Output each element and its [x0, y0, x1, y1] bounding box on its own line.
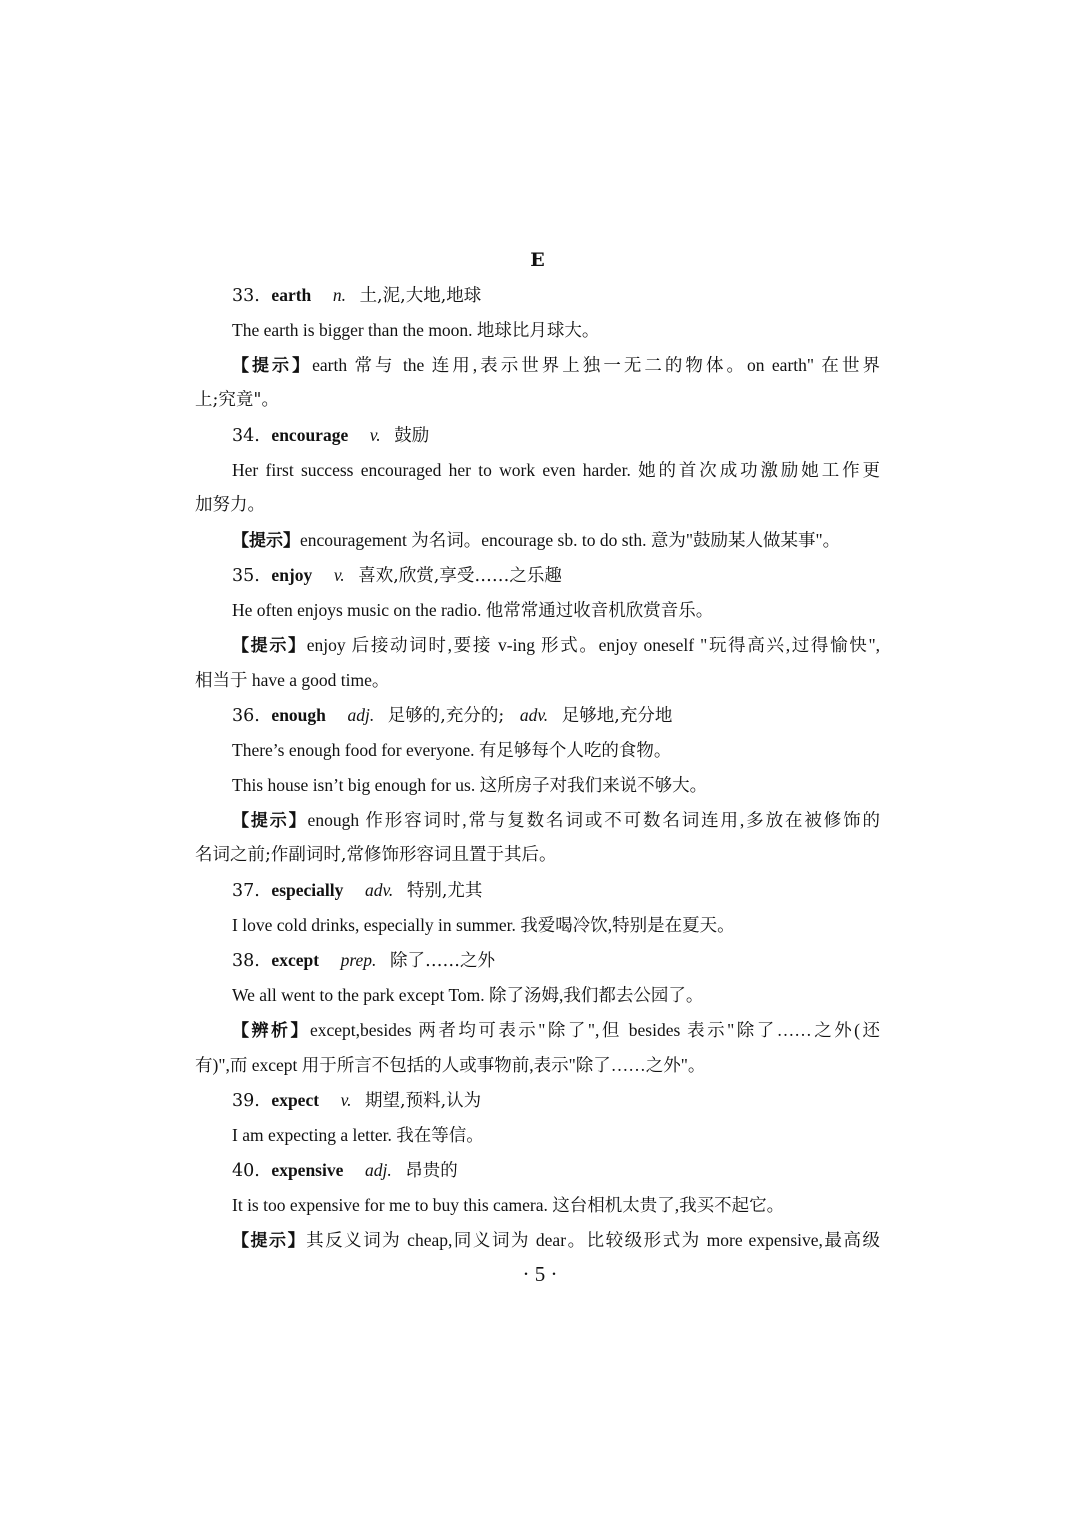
entry-meaning: 土,泥,大地,地球 — [359, 286, 482, 306]
entry-headword-line — [195, 1087, 880, 1122]
note-line — [195, 527, 880, 562]
entry-meaning-secondary: 足够地,充分地 — [561, 706, 673, 726]
note-text: enough 作形容词时,常与复数名词或不可数名词连用,多放在被修饰的 — [307, 810, 881, 830]
entry-number: 39. — [232, 1091, 260, 1111]
note-label: 【提示】 — [232, 636, 307, 656]
part-of-speech: adv. — [364, 880, 394, 900]
note-line — [195, 632, 880, 667]
note-line — [195, 807, 880, 842]
entry-meaning: 喜欢,欣赏,享受……之乐趣 — [358, 566, 562, 586]
entry-word: expect — [271, 1090, 320, 1110]
example-continuation: 加努力。 — [195, 495, 265, 515]
example-sentence: The earth is bigger than the moon. 地球比月球大。 — [232, 320, 600, 340]
entry-headword-line — [195, 422, 880, 457]
entry-headword-line — [195, 947, 880, 982]
part-of-speech-secondary: adv. — [519, 705, 549, 725]
entry-number: 37. — [232, 881, 260, 901]
note-label: 【提示】 — [232, 1231, 307, 1251]
entry-headword-line — [195, 702, 880, 737]
part-of-speech: prep. — [340, 950, 377, 970]
entry-headword-line — [195, 282, 880, 317]
example-sentence: There’s enough food for everyone. 有足够每个人吃的食物。 — [232, 740, 672, 760]
example-sentence: I love cold drinks, especially in summer. 我爱喝冷饮,特别是在夏天。 — [232, 915, 735, 935]
note-continuation: 有)",而 except 用于所言不包括的人或事物前,表示"除了……之外"。 — [195, 1055, 706, 1075]
section-heading: E — [530, 249, 545, 271]
part-of-speech: adj. — [347, 705, 375, 725]
note-text: encouragement 为名词。encourage sb. to do sth. 意为"鼓励某人做某事"。 — [300, 530, 841, 550]
entry-number: 36. — [232, 706, 260, 726]
part-of-speech: v. — [369, 425, 381, 445]
entry-number: 38. — [232, 951, 260, 971]
part-of-speech: adj. — [364, 1160, 392, 1180]
note-continuation: 名词之前;作副词时,常修饰形容词且置于其后。 — [195, 845, 557, 865]
example-sentence: I am expecting a letter. 我在等信。 — [232, 1125, 484, 1145]
entry-word: enough — [271, 705, 326, 725]
example-sentence: It is too expensive for me to buy this camera. 这台相机太贵了,我买不起它。 — [232, 1195, 785, 1215]
page-number: · 5 · — [522, 1262, 558, 1286]
note-label: 【提示】 — [232, 531, 300, 551]
entry-word: earth — [271, 285, 312, 305]
vocabulary-page — [195, 247, 880, 1262]
entry-meaning: 昂贵的 — [405, 1161, 458, 1181]
entry-headword-line — [195, 562, 880, 597]
entry-number: 40. — [232, 1161, 260, 1181]
example-sentence: He often enjoys music on the radio. 他常常通过收音机欣赏音乐。 — [232, 600, 714, 620]
note-label: 【提示】 — [232, 811, 308, 831]
entry-meaning: 除了……之外 — [390, 951, 496, 971]
entry-word: expensive — [271, 1160, 344, 1180]
entry-headword-line — [195, 1157, 880, 1192]
entry-meaning: 鼓励 — [394, 426, 430, 446]
example-sentence: Her first success encouraged her to work even harder. 她的首次成功激励她工作更 — [232, 460, 880, 480]
entry-number: 33. — [232, 286, 260, 306]
entry-word: especially — [271, 880, 344, 900]
part-of-speech: v. — [340, 1090, 352, 1110]
entry-word: except — [271, 950, 320, 970]
part-of-speech: n. — [332, 285, 346, 305]
entry-number: 34. — [232, 426, 260, 446]
example-sentence: This house isn’t big enough for us. 这所房子对我们来说不够大。 — [232, 775, 708, 795]
entry-number: 35. — [232, 566, 260, 586]
note-text: earth 常与 the 连用,表示世界上独一无二的物体。on earth" 在世界 — [312, 355, 880, 375]
entry-word: enjoy — [271, 565, 313, 585]
example-sentence: We all went to the park except Tom. 除了汤姆,我们都去公园了。 — [232, 985, 704, 1005]
part-of-speech: v. — [333, 565, 345, 585]
note-line — [195, 352, 880, 387]
entry-headword-line — [195, 877, 880, 912]
note-text: enjoy 后接动词时,要接 v-ing 形式。enjoy oneself "玩得高兴,过得愉快", — [306, 635, 880, 655]
note-label: 【提示】 — [232, 356, 313, 376]
note-line — [195, 1017, 880, 1052]
note-label: 【辨析】 — [232, 1021, 310, 1041]
entry-meaning: 期望,预料,认为 — [365, 1091, 482, 1111]
note-text: 其反义词为 cheap,同义词为 dear。比较级形式为 more expensive,最高级 — [306, 1230, 880, 1250]
note-continuation: 相当于 have a good time。 — [195, 670, 390, 690]
entry-meaning: 足够的,充分的; — [387, 706, 505, 726]
entry-word: encourage — [271, 425, 349, 445]
note-line — [195, 1227, 880, 1262]
note-text: except,besides 两者均可表示"除了",但 besides 表示"除了……之外(还 — [309, 1020, 880, 1040]
note-continuation: 上;究竟"。 — [195, 390, 279, 410]
entry-meaning: 特别,尤其 — [406, 881, 483, 901]
